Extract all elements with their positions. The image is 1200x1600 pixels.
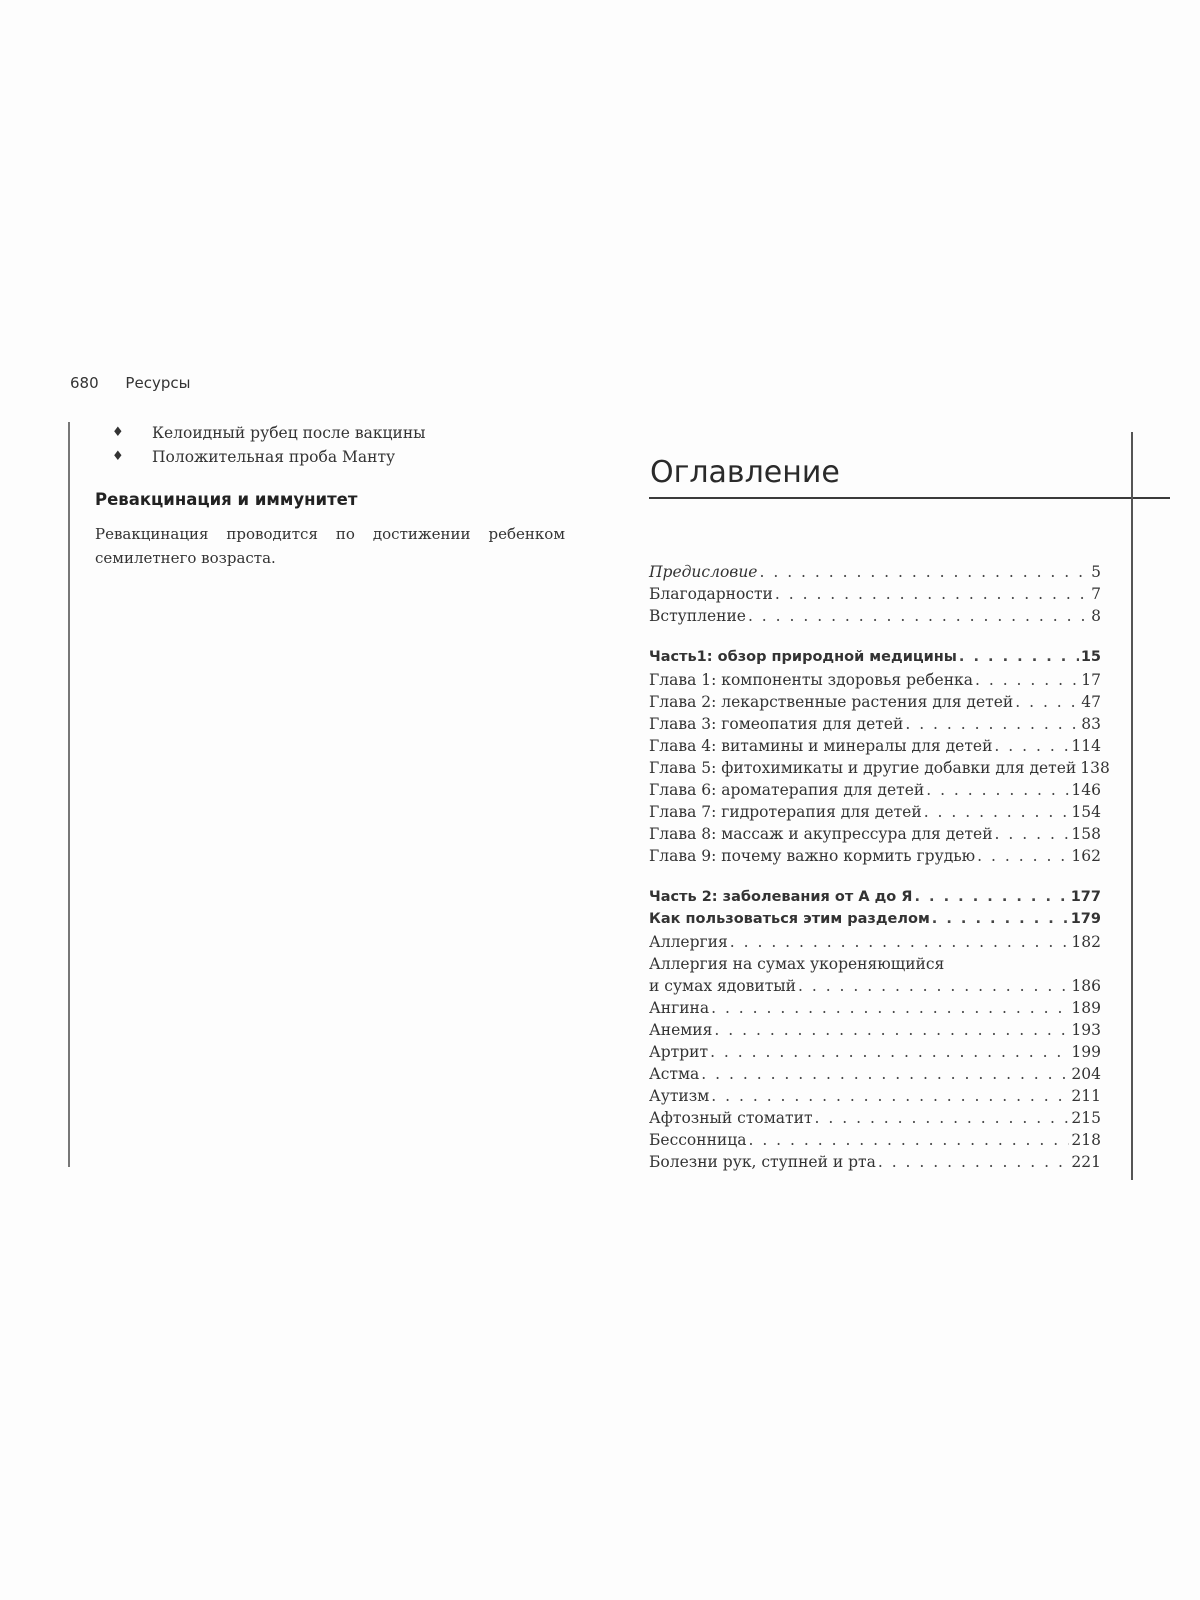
toc-entry[interactable]: Астма . . . 204 xyxy=(649,1065,1101,1087)
toc-entry[interactable]: Аутизм . . . 211 xyxy=(649,1087,1101,1109)
toc-entry[interactable]: Бессонница . . . 218 xyxy=(649,1131,1101,1153)
toc-entry-howto[interactable]: Как пользоваться этим разделом . . . 179 xyxy=(649,911,1101,933)
toc-entry[interactable]: Болезни рук, ступней и рта . . . 221 xyxy=(649,1153,1101,1175)
left-margin-rule xyxy=(68,422,70,1167)
list-item xyxy=(112,445,426,469)
list-item-text: Положительная проба Манту xyxy=(152,448,396,466)
right-margin-rule xyxy=(1131,432,1133,1180)
toc-entry-sumac-line2[interactable]: и сумах ядовитый . . . 186 xyxy=(649,977,1101,999)
toc-entry[interactable]: Ангина . . . 189 xyxy=(649,999,1101,1021)
toc-entry-foreword[interactable]: Предисловие . . . 5 xyxy=(649,563,1101,585)
list-item-text: Келоидный рубец после вакцины xyxy=(152,424,426,442)
toc-entry-sumac-line1[interactable]: Аллергия на сумах укореняющийся xyxy=(649,955,945,973)
toc-entry-acknowledgements[interactable]: Благодарности . . . 7 xyxy=(649,585,1101,607)
toc-entry[interactable]: Артрит . . . 199 xyxy=(649,1043,1101,1065)
title-rule xyxy=(649,497,1170,499)
table-of-contents xyxy=(649,563,1110,1175)
section-paragraph: Ревакцинация проводится по достижении ребенком семилетнего возраста. xyxy=(95,525,565,567)
toc-entry[interactable]: Афтозный стоматит . . . 215 xyxy=(649,1109,1101,1131)
toc-entry-introduction[interactable]: Вступление . . . 8 xyxy=(649,607,1101,629)
toc-chapter-7[interactable]: Глава 7: гидротерапия для детей . . . 154 xyxy=(649,803,1101,825)
toc-chapter-4[interactable]: Глава 4: витамины и минералы для детей . . . 114 xyxy=(649,737,1101,759)
list-item xyxy=(112,421,426,445)
bullet-list xyxy=(112,421,426,469)
toc-entry-allergy[interactable]: Аллергия . . . 182 xyxy=(649,933,1101,955)
toc-chapter-9[interactable]: Глава 9: почему важно кормить грудью . . . 162 xyxy=(649,847,1101,869)
section-heading: Ревакцинация и иммунитет xyxy=(95,490,358,509)
toc-part-2[interactable]: Часть 2: заболевания от А до Я . . . 177 xyxy=(649,889,1101,911)
toc-entry[interactable]: Анемия . . . 193 xyxy=(649,1021,1101,1043)
toc-part-1[interactable]: Часть1: обзор природной медицины . . . 15 xyxy=(649,649,1101,671)
running-head-title: Ресурсы xyxy=(125,374,191,392)
toc-chapter-8[interactable]: Глава 8: массаж и акупрессура для детей . . . 158 xyxy=(649,825,1101,847)
toc-chapter-1[interactable]: Глава 1: компоненты здоровья ребенка . . . 17 xyxy=(649,671,1101,693)
toc-chapter-3[interactable]: Глава 3: гомеопатия для детей . . . 83 xyxy=(649,715,1101,737)
running-header xyxy=(70,374,190,392)
diamond-bullet-icon: ♦ xyxy=(112,425,124,440)
toc-chapter-5[interactable]: Глава 5: фитохимикаты и другие добавки для детей 138 xyxy=(649,759,1110,777)
page-number: 680 xyxy=(70,374,99,392)
diamond-bullet-icon: ♦ xyxy=(112,449,124,464)
toc-title: Оглавление xyxy=(650,455,840,490)
toc-chapter-6[interactable]: Глава 6: ароматерапия для детей . . . 146 xyxy=(649,781,1101,803)
toc-chapter-2[interactable]: Глава 2: лекарственные растения для детей . . . 47 xyxy=(649,693,1101,715)
